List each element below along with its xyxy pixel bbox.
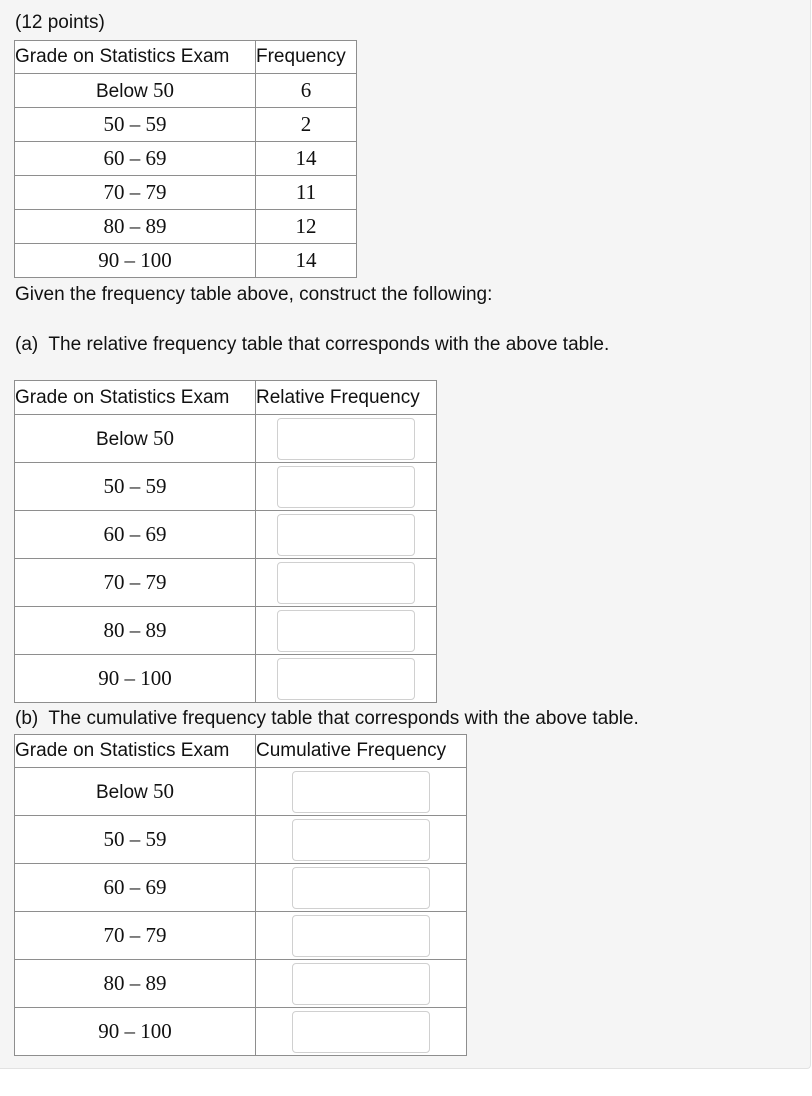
cumulative-frequency-input-80-89[interactable] [292,963,430,1005]
grade-cell [15,415,256,463]
relative-frequency-input-90-100[interactable] [277,658,415,700]
relative-frequency-input-50-59[interactable] [277,466,415,508]
answer-cell [256,511,437,559]
cumulative-frequency-column-header: Cumulative Frequency [256,735,467,768]
grade-cell: 80 – 89 [15,210,256,244]
table-row [15,511,437,559]
grade-prefix: Below [95,429,154,450]
relative-frequency-input-below-50[interactable] [277,418,415,460]
grade-cell: 50 – 59 [15,816,256,864]
grade-range: 50 [153,426,175,450]
grade-cell: 60 – 69 [15,511,256,559]
grade-cell: 80 – 89 [15,607,256,655]
table-row [15,142,357,176]
grade-range: 50 [153,78,175,102]
table-row [15,415,437,463]
answer-cell [256,768,467,816]
table-row [15,816,467,864]
table-row [15,108,357,142]
answer-cell [256,607,437,655]
answer-cell [256,912,467,960]
table-row [15,655,437,703]
answer-cell [256,415,437,463]
grade-cell: 50 – 59 [15,463,256,511]
grade-column-header: Grade on Statistics Exam [15,381,256,415]
table-row [15,74,357,108]
grade-cell: 90 – 100 [15,1008,256,1056]
frequency-cell: 6 [256,74,357,108]
grade-cell: 90 – 100 [15,655,256,703]
relative-frequency-table-header [15,381,437,415]
grade-cell: 70 – 79 [15,912,256,960]
table-row [15,864,467,912]
relative-frequency-input-70-79[interactable] [277,562,415,604]
answer-cell [256,864,467,912]
grade-range: 50 [153,779,175,803]
instructions-text: Given the frequency table above, construct the following: [15,284,493,305]
cumulative-frequency-input-70-79[interactable] [292,915,430,957]
relative-frequency-input-80-89[interactable] [277,610,415,652]
table-row [15,176,357,210]
frequency-table-header [15,41,357,74]
answer-cell [256,1008,467,1056]
table-row [15,559,437,607]
frequency-cell: 2 [256,108,357,142]
grade-cell: 60 – 69 [15,864,256,912]
frequency-cell: 14 [256,244,357,278]
table-row [15,463,437,511]
answer-cell [256,816,467,864]
answer-cell [256,960,467,1008]
part-a-label: (a) The relative frequency table that corresponds with the above table. [15,334,610,355]
table-row [15,960,467,1008]
table-row [15,1008,467,1056]
part-b-label: (b) The cumulative frequency table that corresponds with the above table. [15,708,639,729]
points-label: (12 points) [15,12,105,33]
table-row [15,244,357,278]
relative-frequency-table [14,380,437,703]
frequency-cell: 14 [256,142,357,176]
relative-frequency-input-60-69[interactable] [277,514,415,556]
grade-cell: 50 – 59 [15,108,256,142]
grade-cell: 70 – 79 [15,176,256,210]
grade-cell [15,74,256,108]
cumulative-frequency-table-header [15,735,467,768]
answer-cell [256,655,437,703]
table-row [15,912,467,960]
table-row [15,607,437,655]
grade-cell [15,768,256,816]
table-row [15,210,357,244]
frequency-table [14,40,357,278]
answer-cell [256,559,437,607]
grade-prefix: Below [95,81,154,102]
grade-cell: 60 – 69 [15,142,256,176]
grade-column-header: Grade on Statistics Exam [15,41,256,74]
cumulative-frequency-input-60-69[interactable] [292,867,430,909]
grade-cell: 80 – 89 [15,960,256,1008]
grade-cell: 90 – 100 [15,244,256,278]
cumulative-frequency-input-below-50[interactable] [292,771,430,813]
grade-prefix: Below [95,782,154,803]
relative-frequency-column-header: Relative Frequency [256,381,437,415]
frequency-cell: 12 [256,210,357,244]
cumulative-frequency-input-50-59[interactable] [292,819,430,861]
grade-cell: 70 – 79 [15,559,256,607]
grade-column-header: Grade on Statistics Exam [15,735,256,768]
cumulative-frequency-table [14,734,467,1056]
cumulative-frequency-input-90-100[interactable] [292,1011,430,1053]
table-row [15,768,467,816]
answer-cell [256,463,437,511]
frequency-column-header: Frequency [256,41,357,74]
frequency-cell: 11 [256,176,357,210]
